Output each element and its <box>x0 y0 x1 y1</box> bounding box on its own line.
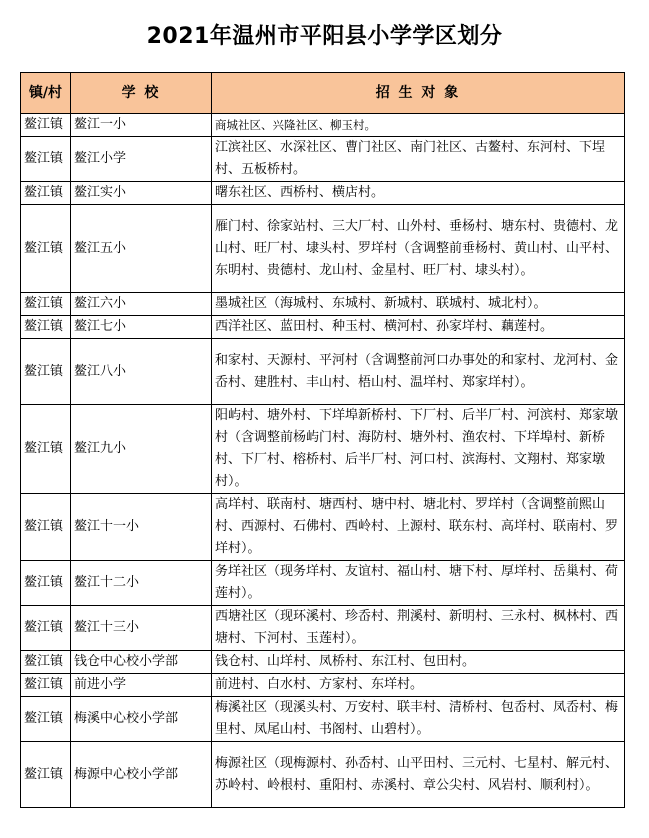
town-cell: 鳌江镇 <box>21 205 71 293</box>
town-cell: 鳌江镇 <box>21 742 71 808</box>
town-cell: 鳌江镇 <box>21 494 71 561</box>
school-cell: 鳌江十一小 <box>71 494 212 561</box>
area-cell: 前进村、白水村、方家村、东垟村。 <box>212 674 625 697</box>
table-row <box>21 606 625 651</box>
page-title: 2021年温州市平阳县小学学区划分 <box>146 24 503 49</box>
town-cell: 鳌江镇 <box>21 606 71 651</box>
town-cell: 鳌江镇 <box>21 114 71 137</box>
area-cell: 梅源社区（现梅源村、孙岙村、山平田村、三元村、七星村、解元村、苏岭村、岭根村、重阳村、赤溪村、章公尖村、风岩村、顺利村）。 <box>212 742 625 808</box>
area-cell: 西洋社区、蓝田村、种玉村、横河村、孙家垟村、藕莲村。 <box>212 316 625 339</box>
area-cell: 西塘社区（现环溪村、珍岙村、荆溪村、新明村、三永村、枫林村、西塘村、下河村、玉莲村）。 <box>212 606 625 651</box>
school-cell: 鳌江实小 <box>71 182 212 205</box>
town-cell: 鳌江镇 <box>21 316 71 339</box>
town-cell: 鳌江镇 <box>21 137 71 182</box>
area-cell: 务垟社区（现务垟村、友谊村、福山村、塘下村、厚垟村、岳巢村、荷莲村）。 <box>212 561 625 606</box>
area-cell: 钱仓村、山垟村、凤桥村、东江村、包田村。 <box>212 651 625 674</box>
area-cell: 商城社区、兴隆社区、柳玉村。 <box>212 114 625 137</box>
school-cell: 钱仓中心校小学部 <box>71 651 212 674</box>
school-cell: 梅源中心校小学部 <box>71 742 212 808</box>
town-cell: 鳌江镇 <box>21 405 71 494</box>
school-cell: 鳌江八小 <box>71 339 212 405</box>
table-row <box>21 339 625 405</box>
table-row <box>21 293 625 316</box>
area-cell: 雁门村、徐家站村、三大厂村、山外村、垂杨村、塘东村、贵德村、龙山村、旺厂村、埭头村、罗垟村（含调整前垂杨村、黄山村、山平村、东明村、贵德村、龙山村、金星村、旺厂村、埭头村）。 <box>212 205 625 293</box>
table-row <box>21 137 625 182</box>
school-cell: 鳌江小学 <box>71 137 212 182</box>
table-row <box>21 742 625 808</box>
town-cell: 鳌江镇 <box>21 674 71 697</box>
area-cell: 阳屿村、塘外村、下垟埠新桥村、下厂村、后半厂村、河滨村、郑家墩村（含调整前杨屿门村、海防村、塘外村、渔农村、下垟埠村、新桥村、下厂村、榕桥村、后半厂村、河口村、滨海村、文翔村、郑家墩村）。 <box>212 405 625 494</box>
school-cell: 前进小学 <box>71 674 212 697</box>
table-row <box>21 494 625 561</box>
school-cell: 鳌江六小 <box>71 293 212 316</box>
area-cell: 和家村、天源村、平河村（含调整前河口办事处的和家村、龙河村、金岙村、建胜村、丰山村、梧山村、温垟村、郑家垟村）。 <box>212 339 625 405</box>
school-cell: 鳌江十二小 <box>71 561 212 606</box>
town-cell: 鳌江镇 <box>21 651 71 674</box>
table-row <box>21 405 625 494</box>
header-town: 镇/村 <box>21 73 71 114</box>
table-row <box>21 651 625 674</box>
table-row <box>21 561 625 606</box>
area-cell: 江滨社区、水深社区、曹门社区、南门社区、古鳌村、东河村、下埕村、五板桥村。 <box>212 137 625 182</box>
area-cell: 高垟村、联南村、塘西村、塘中村、塘北村、罗垟村（含调整前熙山村、西源村、石佛村、西岭村、上源村、联东村、高垟村、联南村、罗垟村）。 <box>212 494 625 561</box>
school-cell: 鳌江五小 <box>71 205 212 293</box>
town-cell: 鳌江镇 <box>21 697 71 742</box>
town-cell: 鳌江镇 <box>21 293 71 316</box>
table-row <box>21 205 625 293</box>
table-row <box>21 182 625 205</box>
table-row <box>21 697 625 742</box>
table-header-row <box>21 73 625 114</box>
school-cell: 鳌江七小 <box>71 316 212 339</box>
table-row <box>21 114 625 137</box>
table-row <box>21 674 625 697</box>
area-cell: 墨城社区（海城村、东城村、新城村、联城村、城北村）。 <box>212 293 625 316</box>
town-cell: 鳌江镇 <box>21 182 71 205</box>
town-cell: 鳌江镇 <box>21 561 71 606</box>
school-district-table <box>20 72 625 808</box>
table-row <box>21 316 625 339</box>
header-school: 学 校 <box>71 73 212 114</box>
town-cell: 鳌江镇 <box>21 339 71 405</box>
school-cell: 鳌江一小 <box>71 114 212 137</box>
area-cell: 曙东社区、西桥村、横店村。 <box>212 182 625 205</box>
area-cell: 梅溪社区（现溪头村、万安村、联丰村、清桥村、包岙村、凤岙村、梅里村、凤尾山村、书阁村、山碧村）。 <box>212 697 625 742</box>
school-cell: 鳌江十三小 <box>71 606 212 651</box>
school-cell: 梅溪中心校小学部 <box>71 697 212 742</box>
school-cell: 鳌江九小 <box>71 405 212 494</box>
header-area: 招 生 对 象 <box>212 73 625 114</box>
